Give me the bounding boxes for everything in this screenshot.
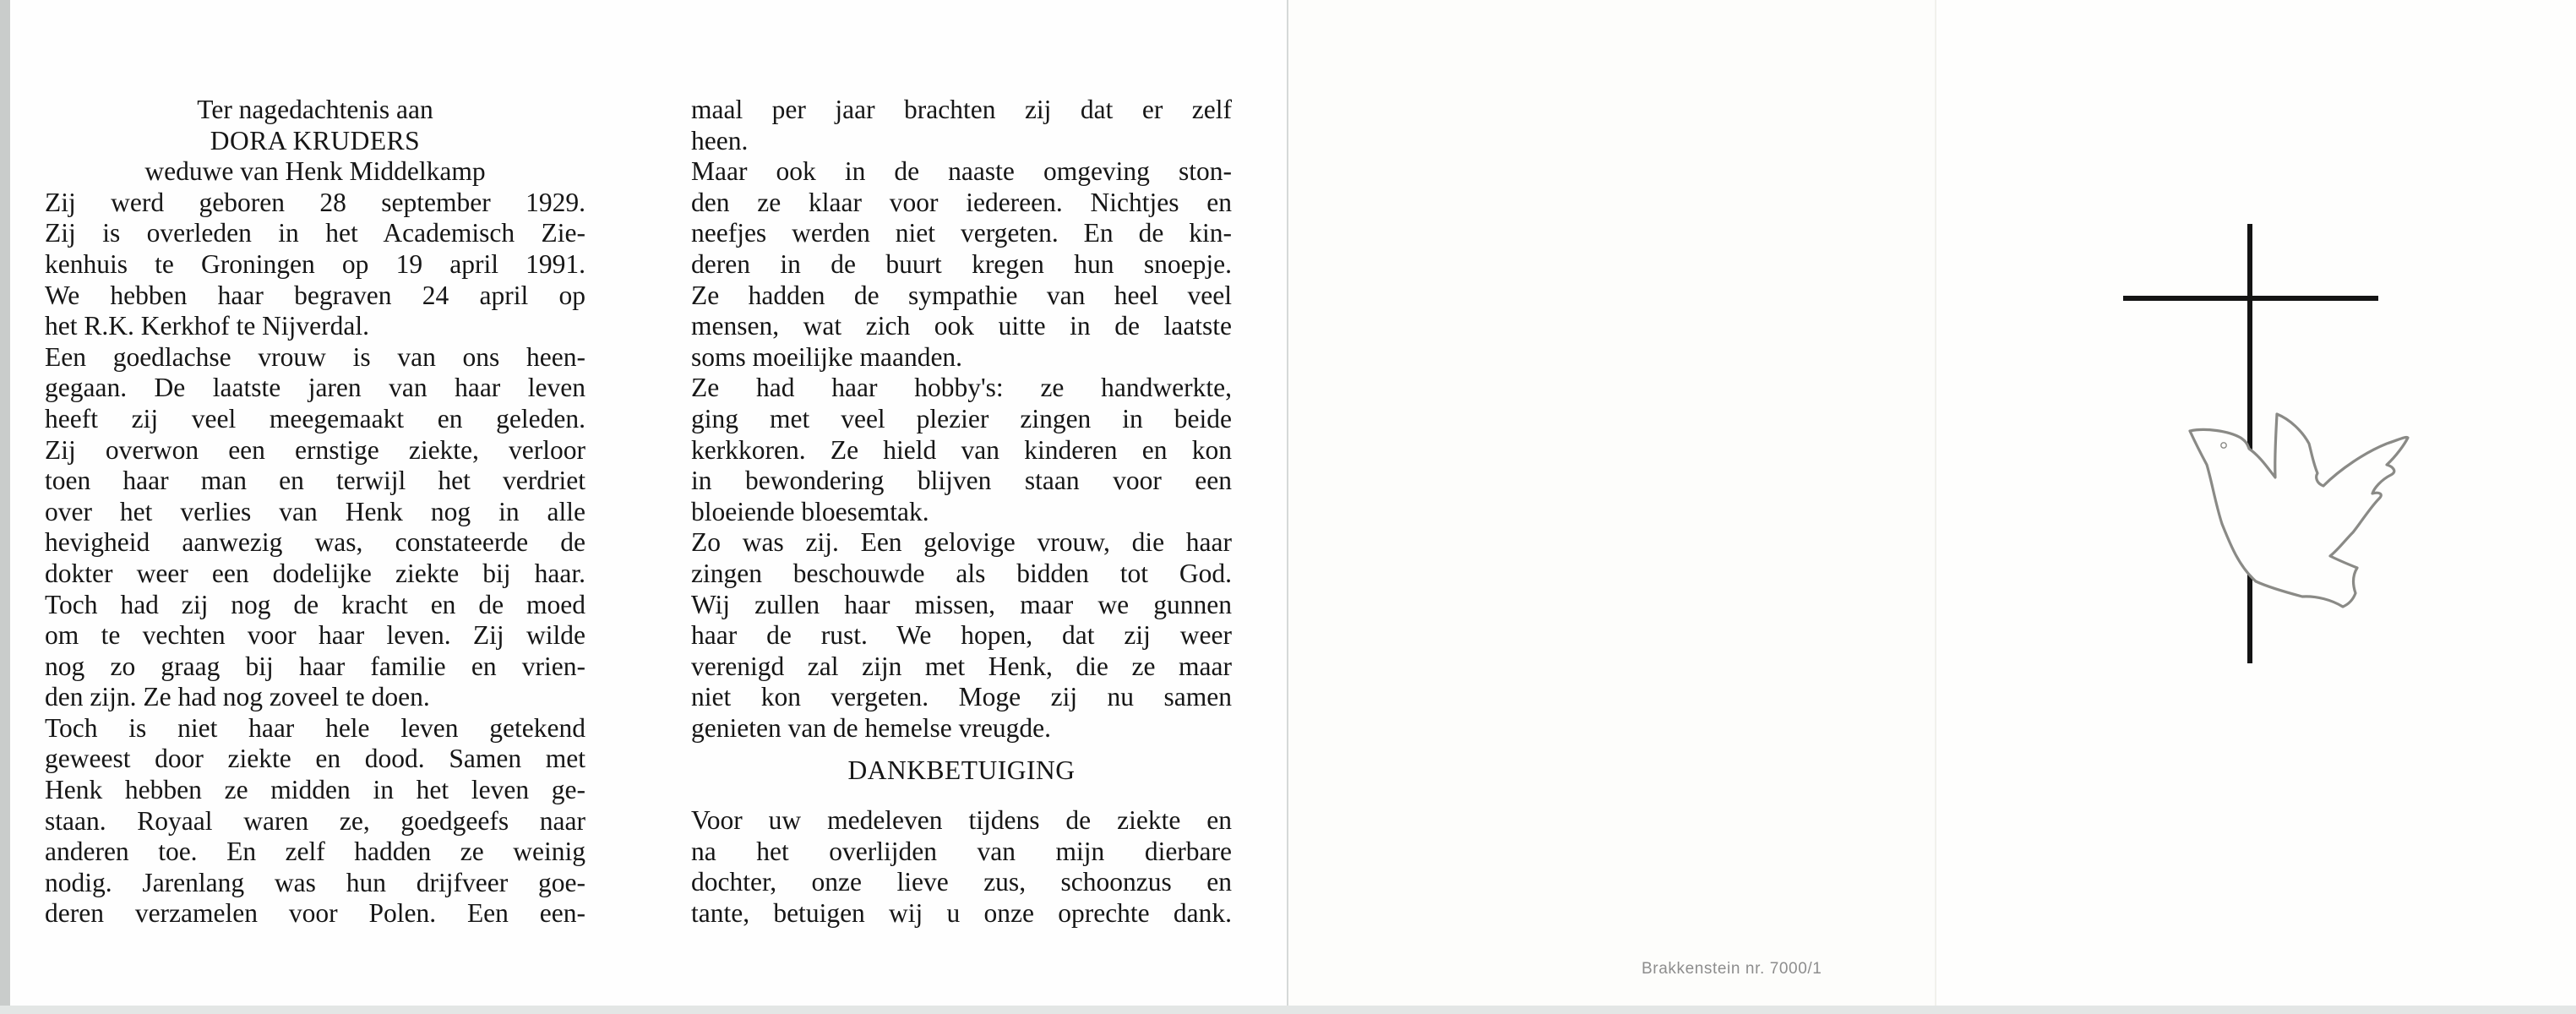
spacer: [691, 787, 1232, 805]
text-line: gegaan. De laatste jaren van haar leven: [45, 373, 585, 403]
text-line: Toch had zij nog de kracht en de moed: [45, 589, 585, 619]
text-line: den zijn. Ze had nog zoveel te doen.: [45, 682, 430, 712]
text-line: niet kon vergeten. Moge zij nu samen: [691, 682, 1232, 712]
text-line: na het overlijden van mijn dierbare: [691, 836, 1232, 866]
text-line: staan. Royaal waren ze, goedgeefs naar: [45, 805, 585, 836]
text-line: maal per jaar brachten zij dat er zelf: [691, 95, 1232, 124]
memorial-text-left-column: [45, 95, 585, 930]
text-line: Zij werd geboren 28 september 1929.: [45, 187, 585, 217]
text-line: verenigd zal zijn met Henk, die ze maar: [691, 651, 1232, 681]
text-line: nodig. Jarenlang was hun drijfveer goe-: [45, 867, 585, 897]
text-line: Een goedlachse vrouw is van ons heen-: [45, 341, 585, 372]
card-crease-line: [1935, 0, 1936, 1007]
text-line: heeft zij veel meegemaakt en geleden.: [45, 403, 585, 433]
text-line: geweest door ziekte en dood. Samen met: [45, 744, 585, 774]
biography-paragraph: [691, 527, 1232, 744]
card-left-edge: [0, 0, 10, 1014]
text-line: mensen, wat zich ook uitte in de laatste: [691, 311, 1232, 341]
text-line: Ze had haar hobby's: ze handwerkte,: [691, 373, 1232, 403]
text-line: over het verlies van Henk nog in alle: [45, 496, 585, 526]
text-line: Voor uw medeleven tijdens de ziekte en: [691, 805, 1232, 836]
text-line: deren in de buurt kregen hun snoepje.: [691, 248, 1232, 279]
text-line: dochter, onze lieve zus, schoonzus en: [691, 867, 1232, 897]
card-bottom-edge: [0, 1006, 2576, 1014]
text-line: Toch is niet haar hele leven getekend: [45, 712, 585, 743]
text-line: Henk hebben ze midden in het leven ge-: [45, 775, 585, 805]
biography-paragraph: [45, 713, 585, 930]
card-fold-line: [1287, 0, 1288, 1007]
deceased-name: DORA KRUDERS: [210, 125, 421, 155]
text-line: soms moeilijke maanden.: [691, 341, 963, 372]
biography-paragraph: [45, 342, 585, 713]
thanks-heading: DANKBETUIGING: [847, 755, 1076, 786]
deceased-relation: weduwe van Henk Middelkamp: [144, 156, 486, 187]
text-line: deren verzamelen voor Polen. Een een-: [45, 898, 585, 929]
text-line: Maar ook in de naaste omgeving ston-: [691, 156, 1232, 187]
text-line: Ze hadden de sympathie van heel veel: [691, 280, 1232, 310]
text-line: bloeiende bloesemtak.: [691, 496, 929, 526]
memorial-intro: Ter nagedachtenis aan: [197, 95, 433, 124]
text-line: Zo was zij. Een gelovige vrouw, die haar: [691, 527, 1232, 558]
text-line: heen.: [691, 125, 749, 155]
biography-paragraph: [691, 373, 1232, 527]
biography-paragraph: [691, 95, 1232, 156]
text-line: den ze klaar voor iedereen. Nichtjes en: [691, 187, 1232, 217]
thanks-paragraph: [691, 805, 1232, 929]
biography-paragraph: [691, 156, 1232, 373]
text-line: in bewondering blijven staan voor een: [691, 466, 1232, 496]
text-line: Zij overwon een ernstige ziekte, verloor: [45, 434, 585, 465]
text-line: ging met veel plezier zingen in beide: [691, 403, 1232, 433]
text-line: haar de rust. We hopen, dat zij weer: [691, 620, 1232, 651]
text-line: toen haar man en terwijl het verdriet: [45, 466, 585, 496]
text-line: neefjes werden niet vergeten. En de kin-: [691, 218, 1232, 248]
text-line: zingen beschouwde als bidden tot God.: [691, 558, 1232, 588]
text-line: hevigheid aanwezig was, constateerde de: [45, 527, 585, 558]
dove-icon: [2190, 414, 2408, 607]
text-line: kerkkoren. Ze hield van kinderen en kon: [691, 434, 1232, 465]
printer-mark: Brakkenstein nr. 7000/1: [1642, 960, 1822, 978]
text-line: Wij zullen haar missen, maar we gunnen: [691, 589, 1232, 619]
text-line: dokter weer een dodelijke ziekte bij haar.: [45, 558, 585, 588]
text-line: om te vechten voor haar leven. Zij wilde: [45, 620, 585, 651]
card-back-panel: [1288, 0, 1935, 1006]
cross-dove-emblem: [2095, 203, 2450, 676]
cross-horizontal-beam: [2123, 296, 2378, 301]
text-line: nog zo graag bij haar familie en vrien-: [45, 651, 585, 681]
text-line: We hebben haar begraven 24 april op: [45, 280, 585, 310]
text-line: kenhuis te Groningen op 19 april 1991.: [45, 248, 585, 279]
text-line: tante, betuigen wij u onze oprechte dank.: [691, 897, 1232, 928]
text-line: het R.K. Kerkhof te Nijverdal.: [45, 311, 370, 341]
text-line: anderen toe. En zelf hadden ze weinig: [45, 837, 585, 867]
biography-paragraph: [45, 188, 585, 342]
spacer: [691, 744, 1232, 755]
text-line: Zij is overleden in het Academisch Zie-: [45, 218, 585, 248]
text-line: genieten van de hemelse vreugde.: [691, 712, 1051, 743]
memorial-text-right-column: [691, 95, 1232, 929]
